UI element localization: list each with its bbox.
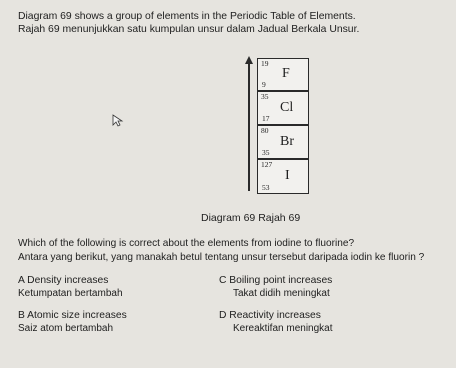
element-box-iodine bbox=[257, 159, 309, 194]
mouse-pointer-icon bbox=[112, 114, 124, 128]
element-symbol: Cl bbox=[280, 100, 294, 115]
option-a-malay: Ketumpatan bertambah bbox=[18, 288, 123, 299]
element-box-chlorine bbox=[257, 91, 309, 125]
element-symbol: I bbox=[285, 168, 290, 183]
element-symbol: F bbox=[282, 66, 290, 81]
option-b-malay: Saiz atom bertambah bbox=[18, 323, 114, 334]
option-c[interactable]: C Boiling point increases bbox=[219, 275, 333, 286]
element-symbol: Br bbox=[280, 134, 294, 149]
element-number: 53 bbox=[262, 183, 270, 192]
option-b[interactable]: B Atomic size increases bbox=[18, 310, 127, 321]
intro-malay: Rajah 69 menunjukkan satu kumpulan unsur dalam Jadual Berkala Unsur. bbox=[18, 24, 360, 35]
option-c-malay: Takat didih meningkat bbox=[233, 288, 330, 299]
option-a[interactable]: A Density increases bbox=[18, 275, 109, 286]
element-box-bromine bbox=[257, 125, 309, 159]
element-number: 35 bbox=[262, 148, 270, 157]
element-box-fluorine bbox=[257, 58, 309, 91]
element-mass: 35 bbox=[261, 92, 269, 101]
option-d-malay: Kereaktifan meningkat bbox=[233, 323, 333, 334]
element-mass: 127 bbox=[261, 160, 273, 169]
intro-english: Diagram 69 shows a group of elements in the Periodic Table of Elements. bbox=[18, 11, 356, 22]
question-english: Which of the following is correct about the elements from iodine to fluorine? bbox=[18, 238, 355, 249]
option-d[interactable]: D Reactivity increases bbox=[219, 310, 321, 321]
element-number: 17 bbox=[262, 114, 270, 123]
element-mass: 80 bbox=[261, 126, 269, 135]
arrow-shaft bbox=[248, 62, 250, 191]
element-number: 9 bbox=[262, 80, 266, 89]
diagram-caption: Diagram 69 Rajah 69 bbox=[201, 212, 301, 224]
question-malay: Antara yang berikut, yang manakah betul tentang unsur tersebut daripada iodin ke fluorin ? bbox=[18, 252, 425, 263]
element-mass: 19 bbox=[261, 59, 269, 68]
